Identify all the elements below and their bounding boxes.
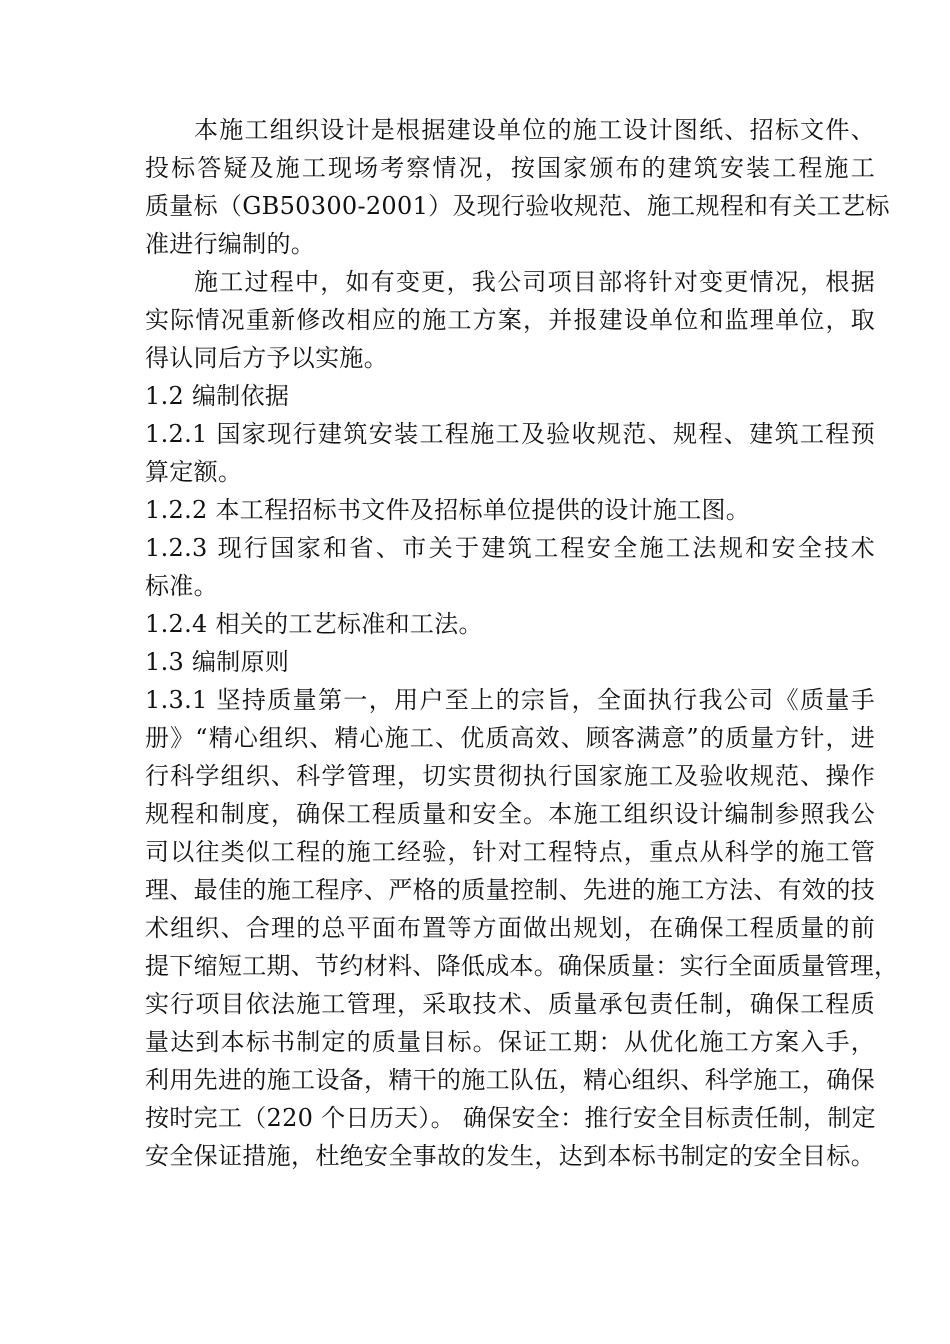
item-1-3-1-line-5: 司以往类似工程的施工经验，针对工程特点，重点从科学的施工管 bbox=[145, 838, 875, 866]
item-1-3-1-line-7: 术组织、合理的总平面布置等方面做出规划，在确保工程质量的前 bbox=[145, 914, 875, 942]
item-1-2-2: 1.2.2 本工程招标书文件及招标单位提供的设计施工图。 bbox=[145, 496, 751, 524]
item-1-3-1-line-10: 量达到本标书制定的质量目标。保证工期：从优化施工方案入手， bbox=[145, 1028, 875, 1056]
item-1-3-1-line-11: 利用先进的施工设备，精干的施工队伍，精心组织、科学施工，确保 bbox=[145, 1066, 875, 1094]
paragraph-1-line-2: 投标答疑及施工现场考察情况，按国家颁布的建筑安装工程施工 bbox=[145, 154, 875, 182]
item-1-3-1-line-6: 理、最佳的施工程序、严格的质量控制、先进的施工方法、有效的技 bbox=[145, 876, 875, 904]
paragraph-2-line-2: 实际情况重新修改相应的施工方案，并报建设单位和监理单位，取 bbox=[145, 306, 875, 334]
paragraph-1-line-4: 准进行编制的。 bbox=[145, 230, 316, 258]
item-1-3-1-line-13: 安全保证措施，杜绝安全事故的发生，达到本标书制定的安全目标。 bbox=[145, 1142, 875, 1170]
item-1-2-4: 1.2.4 相关的工艺标准和工法。 bbox=[145, 610, 483, 638]
paragraph-2-line-3: 得认同后方予以实施。 bbox=[145, 344, 388, 372]
item-1-3-1-line-9: 实行项目依法施工管理，采取技术、质量承包责任制，确保工程质 bbox=[145, 990, 875, 1018]
item-1-3-1-line-12: 按时完工（220 个日历天）。 确保安全：推行安全目标责任制，制定 bbox=[145, 1104, 876, 1132]
paragraph-1-line-1: 本施工组织设计是根据建设单位的施工设计图纸、招标文件、 bbox=[194, 116, 875, 144]
item-1-3-1-line-4: 规程和制度，确保工程质量和安全。本施工组织设计编制参照我公 bbox=[145, 800, 875, 828]
paragraph-2-line-1: 施工过程中，如有变更，我公司项目部将针对变更情况，根据 bbox=[194, 268, 875, 296]
item-1-3-1-line-1: 1.3.1 坚持质量第一，用户至上的宗旨，全面执行我公司《质量手 bbox=[145, 686, 875, 714]
item-1-2-3-line-1: 1.2.3 现行国家和省、市关于建筑工程安全施工法规和安全技术 bbox=[145, 534, 875, 562]
item-1-3-1-line-3: 行科学组织、科学管理，切实贯彻执行国家施工及验收规范、操作 bbox=[145, 762, 875, 790]
section-heading-1-2: 1.2 编制依据 bbox=[145, 382, 290, 410]
paragraph-1-line-3: 质量标（GB50300-2001）及现行验收规范、施工规程和有关工艺标 bbox=[145, 192, 890, 220]
item-1-2-1-line-1: 1.2.1 国家现行建筑安装工程施工及验收规范、规程、建筑工程预 bbox=[145, 420, 875, 448]
item-1-3-1-line-8: 提下缩短工期、节约材料、降低成本。确保质量：实行全面质量管理， bbox=[145, 952, 899, 980]
item-1-2-3-line-2: 标准。 bbox=[145, 572, 218, 600]
item-1-2-1-line-2: 算定额。 bbox=[145, 458, 243, 486]
section-heading-1-3: 1.3 编制原则 bbox=[145, 648, 290, 676]
item-1-3-1-line-2: 册》“精心组织、精心施工、优质高效、顾客满意”的质量方针，进 bbox=[145, 724, 875, 752]
